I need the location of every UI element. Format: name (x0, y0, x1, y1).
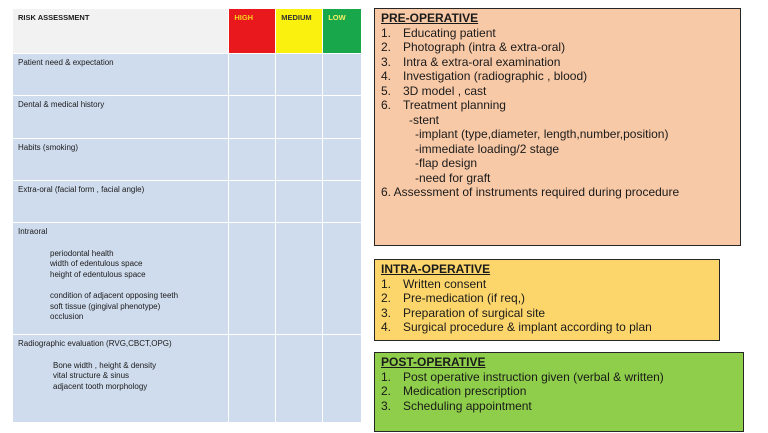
list-item: 3. Preparation of surgical site (381, 305, 546, 320)
radiographic-item: Bone width , height & density (53, 360, 157, 370)
cell-medium[interactable] (276, 96, 323, 139)
high-header: HIGH (229, 9, 276, 54)
intraoral-item: condition of adjacent opposing teeth (50, 291, 179, 300)
radiographic-item: adjacent tooth morphology (53, 381, 148, 391)
cell-low[interactable] (323, 181, 362, 223)
row-label-dental-history: Dental & medical history (13, 96, 229, 139)
cell-high[interactable] (229, 335, 276, 423)
table-row (13, 96, 362, 139)
list-item: 1. Post operative instruction given (verbal & written) (381, 369, 664, 384)
post-operative-list (381, 370, 737, 414)
radiographic-item: vital structure & sinus (53, 371, 130, 380)
list-item: 2. Medication prescription (381, 384, 527, 398)
cell-high[interactable] (229, 181, 276, 223)
row-label-radiographic (13, 335, 229, 423)
radiographic-title: Radiographic evaluation (RVG,CBCT,OPG) (18, 339, 172, 348)
cell-medium[interactable] (276, 139, 323, 181)
table-row (13, 335, 362, 423)
intraoral-item: width of edentulous space (50, 259, 143, 268)
cell-medium[interactable] (276, 335, 323, 423)
cell-low[interactable] (323, 54, 362, 96)
pre-operative-box (374, 8, 741, 246)
list-item: 3. Scheduling appointment (381, 398, 532, 413)
post-operative-box (374, 352, 744, 432)
list-item: 2. Pre-medication (if req,) (381, 291, 526, 305)
cell-high[interactable] (229, 54, 276, 96)
table-row (13, 54, 362, 96)
intraoral-item: soft tissue (gingival phenotype) (50, 301, 161, 311)
intra-operative-list (381, 277, 713, 335)
pre-operative-list (381, 26, 734, 113)
intraoral-title: Intraoral (18, 227, 48, 236)
planning-subitem: -need for graft (415, 170, 491, 185)
list-item: 3. Intra & extra-oral examination (381, 54, 561, 69)
row-label-extra-oral: Extra-oral (facial form , facial angle) (13, 181, 229, 223)
cell-medium[interactable] (276, 181, 323, 223)
cell-low[interactable] (323, 335, 362, 423)
pre-operative-title: PRE-OPERATIVE (381, 11, 479, 25)
list-item: 4. Investigation (radiographic , blood) (381, 69, 588, 83)
table-row (13, 139, 362, 181)
cell-low[interactable] (323, 139, 362, 181)
row-label-patient-need: Patient need & expectation (13, 54, 229, 96)
cell-medium[interactable] (276, 54, 323, 96)
planning-subitem: -stent (409, 112, 440, 127)
cell-high[interactable] (229, 223, 276, 335)
table-row (13, 223, 362, 335)
intra-operative-box (374, 259, 720, 341)
intra-operative-title: INTRA-OPERATIVE (381, 262, 491, 276)
cell-high[interactable] (229, 96, 276, 139)
cell-low[interactable] (323, 223, 362, 335)
planning-subitem: -implant (type,diameter, length,number,position) (415, 127, 669, 141)
table-row (13, 181, 362, 223)
list-item: 1. Educating patient (381, 25, 496, 40)
risk-assessment-header: RISK ASSESSMENT (13, 9, 229, 54)
intraoral-item: height of edentulous space (50, 269, 146, 279)
assessment-item: 6. Assessment of instruments required during procedure (381, 185, 680, 199)
intraoral-item: periodontal health (50, 248, 114, 258)
cell-medium[interactable] (276, 223, 323, 335)
intraoral-item: occlusion (50, 312, 84, 321)
list-item: 6. Treatment planning (381, 98, 506, 112)
post-operative-title: POST-OPERATIVE (381, 355, 486, 369)
list-item: 4. Surgical procedure & implant according to plan (381, 320, 652, 334)
planning-subitem: -immediate loading/2 stage (415, 141, 560, 156)
cell-high[interactable] (229, 139, 276, 181)
planning-subitem: -flap design (415, 156, 478, 170)
low-header: LOW (323, 9, 362, 54)
list-item: 5. 3D model , cast (381, 83, 487, 98)
list-item: 1. Written consent (381, 276, 487, 291)
row-label-intraoral (13, 223, 229, 335)
risk-assessment-table (12, 8, 362, 423)
table-header-row (13, 9, 362, 54)
list-item: 2. Photograph (intra & extra-oral) (381, 40, 566, 54)
cell-low[interactable] (323, 96, 362, 139)
medium-header: MEDIUM (276, 9, 323, 54)
row-label-habits: Habits (smoking) (13, 139, 229, 181)
